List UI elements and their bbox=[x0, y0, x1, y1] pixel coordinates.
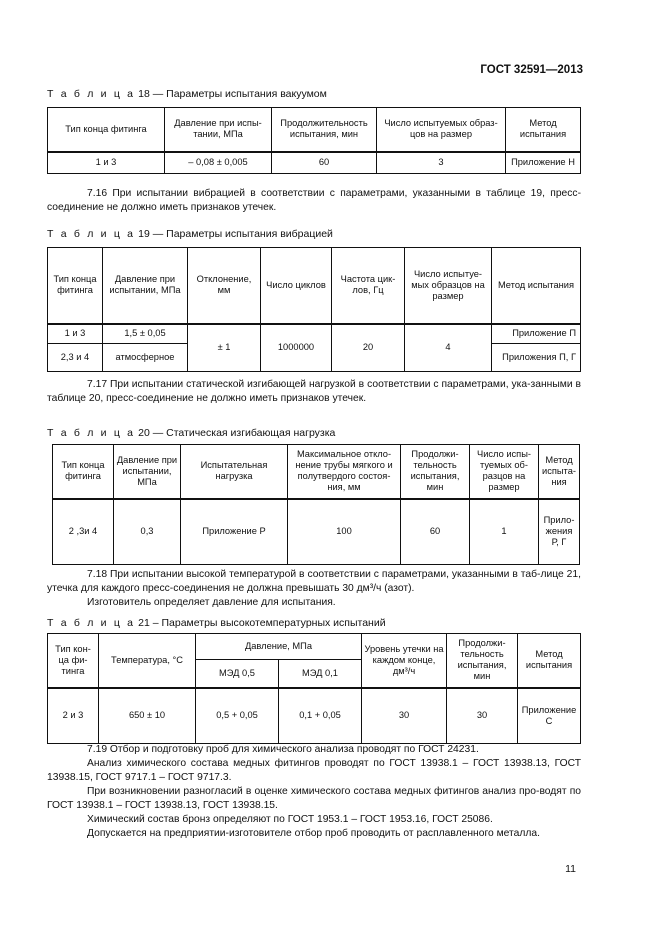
table-21-cell: 650 ± 10 bbox=[99, 688, 196, 744]
table-20-header: Максимальное откло-нение трубы мягкого и полутвердого состоя-ния, мм bbox=[288, 445, 401, 499]
table-20-cell: Прило-жения Р, Г bbox=[539, 499, 580, 565]
table-18-header: Число испытуемых образ-цов на размер bbox=[377, 108, 506, 152]
table-20-header: Тип конца фитинга bbox=[53, 445, 114, 499]
table-19 bbox=[47, 247, 581, 372]
table-20-title: 20 — Статическая изгибающая нагрузка bbox=[138, 427, 336, 439]
table-21-header: МЭД 0,5 bbox=[196, 660, 279, 688]
table-18-prefix: Т а б л и ц а bbox=[47, 88, 136, 100]
table-21-header: Продолжи-тельность испытания, мин bbox=[447, 634, 518, 688]
table-21-title: 21 – Параметры высокотемпературных испытаний bbox=[138, 617, 386, 629]
table-19-cell: 1,5 ± 0,05 bbox=[103, 324, 188, 344]
table-19-cell: 1 и 3 bbox=[48, 324, 103, 344]
table-21-caption bbox=[47, 617, 386, 629]
table-20-header: Продолжи-тельность испытания, мин bbox=[401, 445, 470, 499]
table-19-caption bbox=[47, 228, 333, 240]
table-19-header: Число испытуе-мых образцов на размер bbox=[405, 248, 492, 324]
paragraph-7-19-bronze: Химический состав бронз определяют по ГОСТ 1953.1 – ГОСТ 1953.16, ГОСТ 25086. bbox=[87, 814, 493, 825]
table-19-cell: 1000000 bbox=[261, 324, 332, 372]
table-19-header: Метод испытания bbox=[492, 248, 581, 324]
table-18-header: Тип конца фитинга bbox=[48, 108, 165, 152]
table-21-header: Уровень утечки на каждом конце, дм³/ч bbox=[362, 634, 447, 688]
table-21-header: Тип кон-ца фи-тинга bbox=[48, 634, 99, 688]
table-19-header: Частота цик-лов, Гц bbox=[332, 248, 405, 324]
paragraph-7-18: 7.18 При испытании высокой температурой в соответствии с параметрами, указанными в таб-лице 21, утечка для каждого пресс-соединения не должна превышать 30 дм³/ч (азот). bbox=[47, 569, 581, 594]
paragraph-7-18-note: Изготовитель определяет давление для испытания. bbox=[87, 597, 336, 608]
table-19-header: Тип конца фитинга bbox=[48, 248, 103, 324]
paragraph-7-17: 7.17 При испытании статической изгибающей нагрузкой в соответствии с параметрами, ука-занными в таблице 20, пресс-соединение не должно иметь признаков утечек. bbox=[47, 379, 581, 404]
table-21-cell: 0,5 + 0,05 bbox=[196, 688, 279, 744]
table-19-header: Давление при испытании, МПа bbox=[103, 248, 188, 324]
paragraph-7-19: 7.19 Отбор и подготовку проб для химического анализа проводят по ГОСТ 24231. bbox=[87, 744, 479, 755]
document-standard-number: ГОСТ 32591—2013 bbox=[480, 64, 583, 76]
table-18 bbox=[47, 107, 581, 174]
table-21-cell: Приложение С bbox=[518, 688, 581, 744]
table-20-cell: 2 ,3и 4 bbox=[53, 499, 114, 565]
table-18-header: Метод испытания bbox=[506, 108, 581, 152]
table-20 bbox=[52, 444, 580, 565]
table-20-cell: 100 bbox=[288, 499, 401, 565]
table-19-cell: Приложение П bbox=[492, 324, 581, 344]
table-21-header: Температура, °С bbox=[99, 634, 196, 688]
table-19-cell: Приложения П, Г bbox=[492, 344, 581, 372]
table-21-cell: 2 и 3 bbox=[48, 688, 99, 744]
table-19-title: 19 — Параметры испытания вибрацией bbox=[138, 228, 333, 240]
table-19-cell: 20 bbox=[332, 324, 405, 372]
table-19-cell: атмосферное bbox=[103, 344, 188, 372]
table-18-header: Давление при испы-тании, МПа bbox=[165, 108, 272, 152]
table-21-header: Метод испытания bbox=[518, 634, 581, 688]
table-20-caption bbox=[47, 427, 335, 439]
paragraph-7-16: 7.16 При испытании вибрацией в соответствии с параметрами, указанными в таблице 19, пресс-соединение не должно иметь признаков утечек. bbox=[47, 188, 581, 213]
table-18-cell: 1 и 3 bbox=[48, 152, 165, 174]
table-19-header: Число циклов bbox=[261, 248, 332, 324]
table-19-prefix: Т а б л и ц а bbox=[47, 228, 136, 240]
page-number: 11 bbox=[565, 863, 576, 875]
table-20-cell: 0,3 bbox=[114, 499, 181, 565]
table-18-cell: 60 bbox=[272, 152, 377, 174]
paragraph-7-19-sampling: Допускается на предприятии-изготовителе отбор проб проводить от расплавленного металла. bbox=[87, 828, 540, 839]
table-20-cell: Приложение Р bbox=[181, 499, 288, 565]
table-20-cell: 60 bbox=[401, 499, 470, 565]
table-18-cell: – 0,08 ± 0,005 bbox=[165, 152, 272, 174]
table-21-header: МЭД 0,1 bbox=[279, 660, 362, 688]
table-19-cell: 4 bbox=[405, 324, 492, 372]
table-19-cell: ± 1 bbox=[188, 324, 261, 372]
table-18-header: Продолжительность испытания, мин bbox=[272, 108, 377, 152]
table-21-cell: 0,1 + 0,05 bbox=[279, 688, 362, 744]
table-18-title: 18 — Параметры испытания вакуумом bbox=[138, 88, 327, 100]
table-18-cell: Приложение Н bbox=[506, 152, 581, 174]
table-21-cell: 30 bbox=[362, 688, 447, 744]
table-21 bbox=[47, 633, 581, 744]
table-20-header: Давление при испытании, МПа bbox=[114, 445, 181, 499]
table-20-header: Число испы-туемых об-разцов на размер bbox=[470, 445, 539, 499]
table-18-cell: 3 bbox=[377, 152, 506, 174]
paragraph-7-19-analysis: Анализ химического состава медных фитингов проводят по ГОСТ 13938.1 – ГОСТ 13938.13, ГОСТ 13938.15, ГОСТ 9717.1 – ГОСТ 9717.3. bbox=[47, 758, 581, 783]
table-21-prefix: Т а б л и ц а bbox=[47, 617, 136, 629]
paragraph-7-19-disputes: При возникновении разногласий в оценке химического состава медных фитингов анализ про-водят по ГОСТ 13938.1 – ГОСТ 13938.13, ГОСТ 13938.15. bbox=[47, 786, 581, 811]
table-20-prefix: Т а б л и ц а bbox=[47, 427, 136, 439]
table-21-cell: 30 bbox=[447, 688, 518, 744]
table-20-cell: 1 bbox=[470, 499, 539, 565]
table-20-header: Испытательная нагрузка bbox=[181, 445, 288, 499]
table-19-cell: 2,3 и 4 bbox=[48, 344, 103, 372]
table-18-caption bbox=[47, 88, 327, 100]
table-20-header: Метод испыта-ния bbox=[539, 445, 580, 499]
table-19-header: Отклонение, мм bbox=[188, 248, 261, 324]
table-21-header: Давление, МПа bbox=[196, 634, 362, 660]
